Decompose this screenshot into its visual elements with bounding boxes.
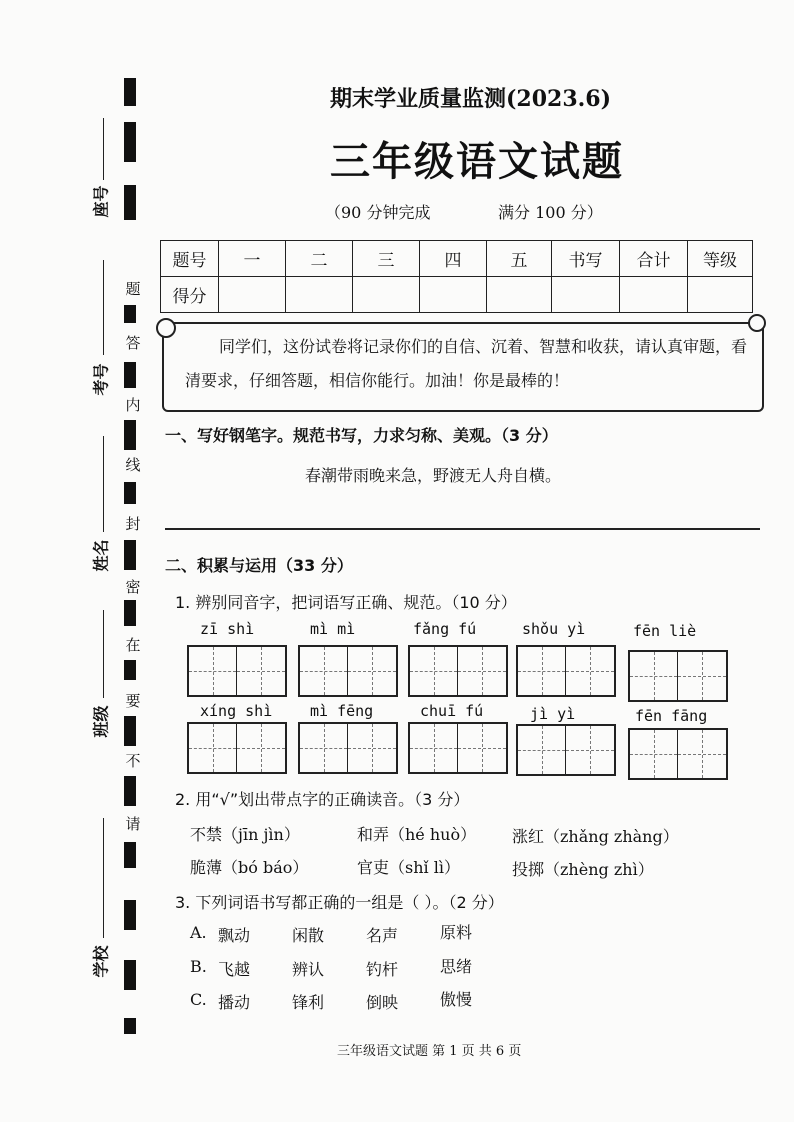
binding-bar [124, 600, 136, 626]
pinyin-label: chuī fú [420, 702, 484, 720]
exam-time: （90 分钟完成 [325, 203, 431, 222]
score-input-cell[interactable] [420, 277, 487, 313]
binding-bar [124, 960, 136, 990]
binding-bar [124, 420, 136, 450]
score-cell: 得分 [161, 277, 219, 313]
score-cell: 一 [219, 241, 286, 277]
page-footer: 三年级语文试题 第 1 页 共 6 页 [337, 1044, 522, 1059]
option-word: 飞越 [218, 960, 251, 979]
exam-title: 三年级语文试题 [330, 138, 624, 185]
writing-grid[interactable] [298, 722, 398, 774]
section1-heading: 一、写好钢笔字。规范书写，力求匀称、美观。（3 分） [165, 426, 558, 445]
score-cell: 五 [487, 241, 552, 277]
score-cell: 题号 [161, 241, 219, 277]
seal-char: 要 [125, 692, 141, 710]
score-cell: 二 [286, 241, 353, 277]
writing-line[interactable] [165, 528, 760, 530]
seat-number-blank [103, 118, 104, 180]
option-word: 名声 [366, 926, 399, 945]
writing-grid[interactable] [628, 650, 728, 702]
seal-char: 封 [125, 515, 141, 533]
score-cell: 等级 [688, 241, 753, 277]
pronunciation-choice[interactable]: 不禁（jīn jìn） [190, 825, 300, 844]
score-input-cell[interactable] [688, 277, 753, 313]
binding-bar [124, 122, 136, 162]
option-label[interactable]: C. [190, 990, 207, 1009]
pinyin-label: fēn liè [633, 622, 697, 640]
seal-char: 线 [125, 456, 141, 474]
writing-grid[interactable] [516, 724, 616, 776]
score-cell: 书写 [552, 241, 620, 277]
option-word: 钓杆 [366, 960, 399, 979]
exam-number-blank [103, 260, 104, 355]
score-input-cell[interactable] [353, 277, 420, 313]
pronunciation-choice[interactable]: 官吏（shǐ lì） [357, 858, 460, 877]
score-cell: 四 [420, 241, 487, 277]
score-table [160, 240, 753, 313]
writing-grid[interactable] [408, 645, 508, 697]
seal-char: 答 [125, 334, 141, 352]
binding-bar [124, 1018, 136, 1034]
option-word: 辨认 [292, 960, 325, 979]
option-word: 闲散 [292, 926, 325, 945]
pronunciation-choice[interactable]: 脆薄（bó báo） [190, 858, 309, 877]
binding-bar [124, 540, 136, 570]
binding-bar [124, 185, 136, 220]
school-label: 学校 [91, 945, 111, 978]
writing-grid[interactable] [408, 722, 508, 774]
pinyin-label: shǒu yì [522, 620, 586, 638]
pinyin-label: mì fēng [310, 702, 374, 720]
binding-bar [124, 776, 136, 806]
school-blank [103, 818, 104, 938]
class-blank [103, 610, 104, 698]
writing-grid[interactable] [187, 722, 287, 774]
binding-bar [124, 842, 136, 868]
score-input-cell[interactable] [552, 277, 620, 313]
binding-bar [124, 362, 136, 388]
option-label[interactable]: A. [190, 923, 207, 942]
pinyin-label: xíng shì [200, 702, 273, 720]
pronunciation-choice[interactable]: 涨红（zhǎng zhàng） [512, 827, 679, 846]
pinyin-label: zī shì [200, 620, 255, 638]
option-word: 锋利 [292, 993, 325, 1012]
seal-char: 内 [125, 396, 141, 414]
option-label[interactable]: B. [190, 957, 207, 976]
binding-bar [124, 305, 136, 323]
binding-bar [124, 660, 136, 680]
writing-grid[interactable] [187, 645, 287, 697]
seal-char: 不 [125, 752, 141, 770]
name-label: 姓名 [91, 539, 111, 572]
score-cell: 合计 [620, 241, 688, 277]
score-table-header-row [161, 241, 753, 277]
score-input-cell[interactable] [620, 277, 688, 313]
writing-grid[interactable] [628, 728, 728, 780]
score-table-score-row [161, 277, 753, 313]
score-cell: 三 [353, 241, 420, 277]
question2-text: 2. 用“√”划出带点字的正确读音。（3 分） [175, 790, 470, 809]
writing-grid[interactable] [298, 645, 398, 697]
score-input-cell[interactable] [487, 277, 552, 313]
exam-full-score: 满分 100 分） [498, 203, 603, 222]
seal-char: 请 [125, 815, 141, 833]
exam-subtitle: 期末学业质量监测(2023.6) [330, 86, 612, 112]
pronunciation-choice[interactable]: 和弄（hé huò） [357, 825, 477, 844]
seal-char: 题 [125, 280, 141, 298]
pinyin-label: mì mì [310, 620, 356, 638]
pronunciation-choice[interactable]: 投掷（zhèng zhì） [512, 860, 654, 879]
pinyin-label: jì yì [530, 705, 576, 723]
question3-text: 3. 下列词语书写都正确的一组是（ ）。（2 分） [175, 893, 504, 912]
section2-heading: 二、积累与运用（33 分） [165, 556, 353, 575]
pinyin-label: fēn fāng [635, 707, 708, 725]
class-label: 班级 [91, 705, 111, 738]
seat-number-label: 座号 [91, 185, 111, 218]
option-word: 倒映 [366, 993, 399, 1012]
binding-bar [124, 78, 136, 106]
writing-grid[interactable] [516, 645, 616, 697]
seal-char: 在 [125, 636, 141, 654]
seal-char: 密 [125, 578, 141, 596]
exam-number-label: 考号 [91, 363, 111, 396]
binding-bar [124, 900, 136, 930]
question1-text: 1. 辨别同音字，把词语写正确、规范。（10 分） [175, 593, 517, 612]
option-word: 傲慢 [440, 990, 473, 1009]
binding-bar [124, 716, 136, 746]
option-word: 原料 [440, 923, 473, 942]
option-word: 播动 [218, 993, 251, 1012]
intro-text: 同学们，这份试卷将记录你们的自信、沉着、智慧和收获，请认真审题，看清要求，仔细答题，相信你能行。加油！你是最棒的！ [185, 337, 748, 390]
poem-line: 春潮带雨晚来急，野渡无人舟自横。 [305, 466, 562, 485]
option-word: 思绪 [440, 957, 473, 976]
score-input-cell[interactable] [286, 277, 353, 313]
option-word: 飘动 [218, 926, 251, 945]
scroll-curl-icon [156, 318, 176, 338]
pinyin-label: fǎng fú [413, 620, 477, 638]
name-blank [103, 436, 104, 532]
binding-bar [124, 482, 136, 504]
score-input-cell[interactable] [219, 277, 286, 313]
